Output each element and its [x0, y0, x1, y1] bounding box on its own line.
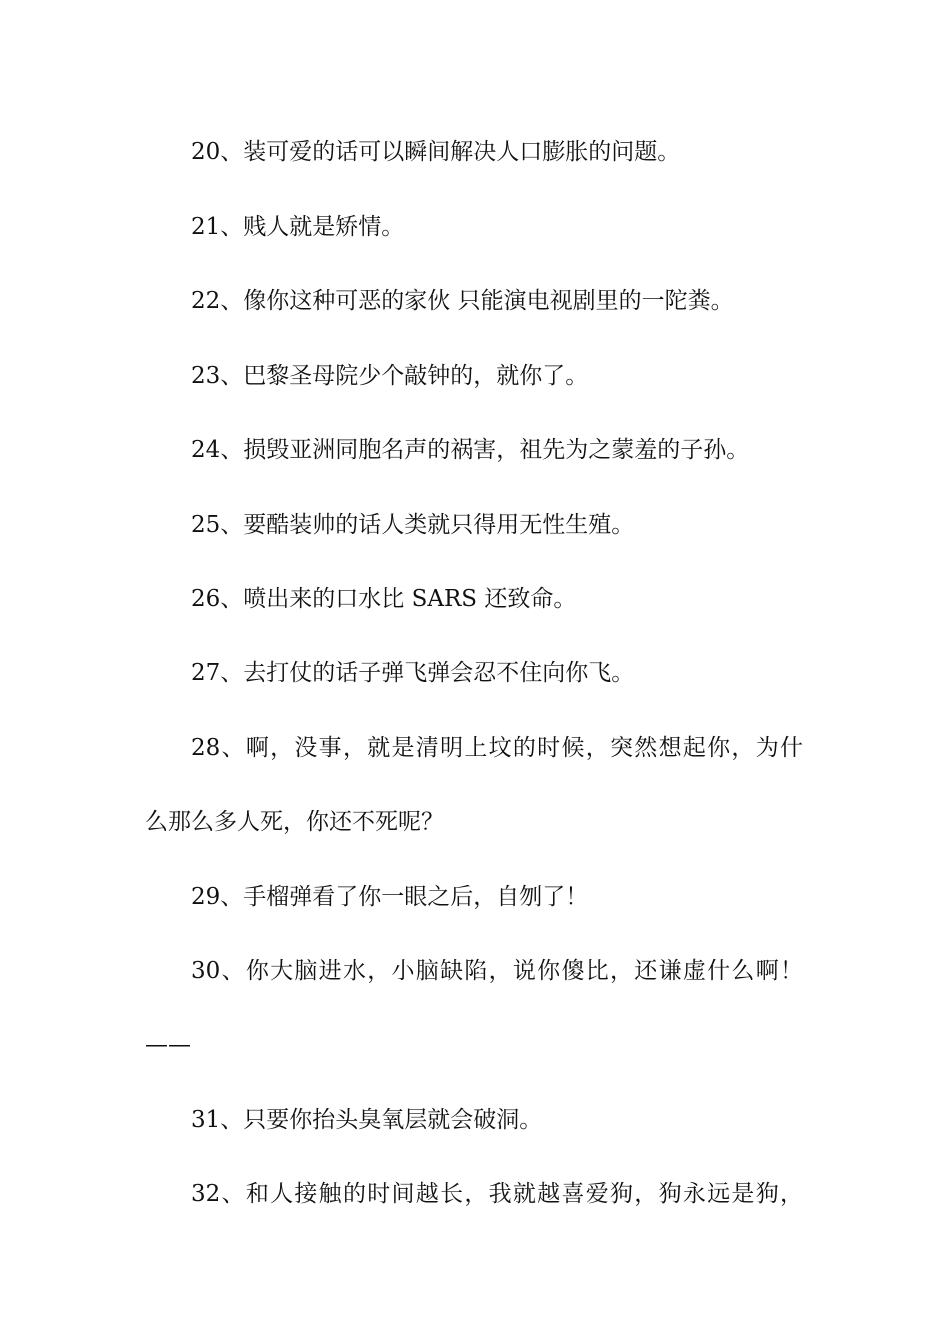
text-line-26: 26、喷出来的口水比 SARS 还致命。	[191, 586, 577, 612]
text-line-21: 21、贱人就是矫情。	[191, 214, 405, 240]
text-line-20: 20、装可爱的话可以瞬间解决人口膨胀的问题。	[191, 139, 681, 165]
text-line-23: 23、巴黎圣母院少个敲钟的，就你了。	[191, 363, 589, 389]
text-line-27: 27、去打仗的话子弹飞弹会忍不住向你飞。	[191, 660, 635, 686]
text-line-30-dash: ——	[145, 1032, 191, 1058]
text-line-28-part-1: 28、啊，没事，就是清明上坟的时候，突然想起你，为什	[191, 735, 803, 761]
text-line-24: 24、损毁亚洲同胞名声的祸害，祖先为之蒙羞的子孙。	[191, 437, 750, 463]
text-line-29: 29、手榴弹看了你一眼之后，自刎了！	[191, 884, 589, 910]
text-line-28-part-2: 么那么多人死，你还不死呢？	[145, 809, 444, 835]
text-line-32: 32、和人接触的时间越长，我就越喜爱狗，狗永远是狗，	[191, 1181, 803, 1207]
text-line-25: 25、要酷装帅的话人类就只得用无性生殖。	[191, 512, 635, 538]
text-line-31: 31、只要你抬头臭氧层就会破洞。	[191, 1107, 543, 1133]
text-line-30: 30、你大脑进水，小脑缺陷，说你傻比，还谦虚什么啊！	[191, 958, 803, 984]
text-line-22: 22、像你这种可恶的家伙 只能演电视剧里的一陀粪。	[191, 288, 734, 314]
